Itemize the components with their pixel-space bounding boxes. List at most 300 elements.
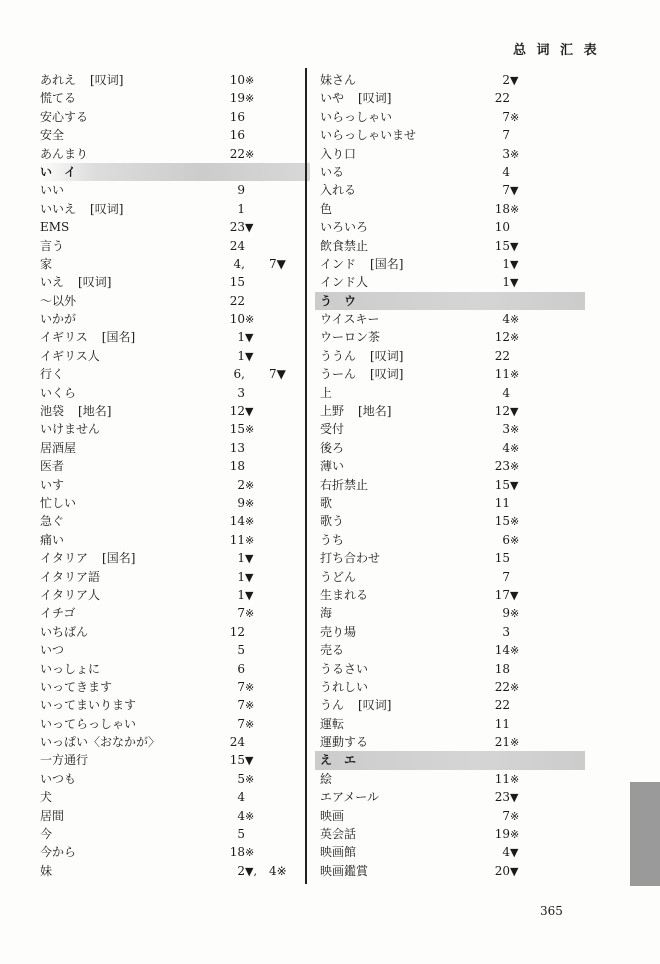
entry-word-text: 今から (40, 845, 77, 860)
vocab-entry (320, 218, 590, 236)
vocab-entry (320, 568, 590, 586)
lesson-number: 4 (502, 164, 510, 179)
entry-lesson-refs (225, 531, 259, 550)
lesson-number: 16 (229, 109, 245, 124)
vocab-entry (320, 273, 590, 291)
entry-word-text: いけません (40, 422, 101, 437)
lesson-number: 7 (502, 109, 510, 124)
entry-word (40, 862, 52, 880)
entry-note: [国名] (101, 330, 136, 345)
entry-word-text: 入れる (320, 183, 357, 198)
entry-lesson-refs (490, 347, 524, 365)
entry-word (320, 328, 380, 346)
section-thumb-tab (630, 782, 660, 886)
entry-word-text: 妹 (40, 863, 53, 878)
entry-word (40, 218, 69, 236)
vocab-entry (40, 310, 310, 328)
entry-word-text: 急ぐ (40, 514, 65, 529)
entry-word (320, 641, 344, 659)
vocab-entry (320, 163, 590, 181)
entry-word-text: 居間 (40, 808, 65, 823)
lesson-number: 11 (494, 716, 510, 731)
lesson-number: 23 (229, 220, 245, 235)
entry-lesson-refs (225, 494, 259, 513)
lesson-marker: ※ (245, 607, 255, 621)
vocab-entry (40, 273, 310, 291)
lesson-number: 12 (229, 404, 245, 419)
lesson-marker: ※ (510, 331, 520, 345)
entry-lesson-refs (225, 715, 259, 734)
entry-lesson-refs (225, 71, 259, 90)
entry-word-text: 医者 (40, 459, 65, 474)
entry-word (40, 604, 76, 622)
lesson-number: 6, (233, 367, 245, 382)
entry-lesson-refs (225, 310, 259, 329)
entry-word (320, 604, 332, 622)
entry-word-text: いえ (40, 275, 65, 290)
vocab-entry (40, 218, 310, 236)
lesson-marker: ▼ (510, 846, 519, 860)
entry-word-text: 打ち合わせ (320, 551, 381, 566)
vocab-entry (320, 347, 590, 365)
lesson-number: 15 (494, 551, 510, 566)
lesson-number: 6 (502, 532, 510, 547)
lesson-marker: ▼ (510, 588, 519, 602)
vocab-entry (320, 531, 590, 549)
lesson-marker: ▼ (245, 570, 254, 584)
entry-word-text: 海 (320, 606, 333, 621)
entry-lesson-refs (490, 807, 524, 826)
entry-lesson-refs (490, 108, 524, 127)
entry-word (320, 255, 403, 273)
vocab-entry (40, 347, 310, 365)
entry-word-text: 一方通行 (40, 753, 89, 768)
entry-word-text: いつ (40, 643, 65, 658)
entry-word-text: 上 (320, 385, 333, 400)
vocab-entry (320, 696, 590, 714)
entry-word-text: いらっしゃいませ (320, 128, 417, 143)
entry-word-text: ～以外 (40, 293, 77, 308)
entry-lesson-refs (490, 660, 524, 678)
lesson-number: 18 (229, 459, 245, 474)
entry-word-text: いらっしゃい (320, 109, 393, 124)
lesson-marker: ※ (245, 147, 255, 161)
entry-word (320, 126, 416, 144)
lesson-number: 10 (229, 312, 245, 327)
lesson-marker: ▼ (510, 239, 519, 253)
entry-lesson-refs (490, 181, 524, 200)
lesson-number: 23 (494, 459, 510, 474)
lesson-number: 7 (237, 716, 245, 731)
entry-word (320, 788, 379, 806)
vocab-entry (320, 108, 590, 126)
entry-word-text: いちばん (40, 624, 89, 639)
entry-word (320, 862, 368, 880)
lesson-marker: ▼ (245, 754, 254, 768)
entry-lesson-refs (225, 825, 259, 843)
entry-word (40, 439, 76, 457)
lesson-marker: ※ (510, 460, 520, 474)
vocab-entry (320, 439, 590, 457)
lesson-number: 5 (237, 827, 245, 842)
entry-word-text: 犬 (40, 790, 53, 805)
lesson-marker: ▼ (245, 552, 254, 566)
vocab-column-left (40, 71, 310, 880)
vocab-entry (40, 328, 310, 346)
lesson-number: 1 (237, 569, 245, 584)
vocab-entry (40, 420, 310, 438)
entry-word-text: いいえ (40, 201, 77, 216)
entry-lesson-refs (225, 807, 259, 826)
entry-word (320, 218, 368, 236)
entry-word (320, 237, 368, 255)
entry-word-text: うるさい (320, 661, 369, 676)
entry-word-text: いくら (40, 385, 77, 400)
entry-lesson-refs (225, 862, 287, 881)
entry-word-text: イタリア (40, 551, 89, 566)
entry-word (320, 347, 403, 365)
entry-lesson-refs (490, 623, 524, 641)
lesson-number: 12 (494, 330, 510, 345)
entry-note: [国名] (102, 551, 136, 566)
lesson-marker: ※ (245, 496, 255, 510)
entry-word (40, 126, 64, 144)
entry-word (40, 715, 136, 733)
vocab-entry (40, 586, 310, 604)
extra-lesson-ref: 7▼ (269, 256, 286, 271)
vocab-entry (320, 512, 590, 530)
entry-lesson-refs (225, 843, 259, 862)
lesson-marker: ▼ (510, 478, 519, 492)
entry-lesson-refs (225, 751, 259, 770)
vocab-entry (40, 678, 310, 696)
lesson-marker: ▼, (245, 864, 257, 878)
entry-word-text: うち (320, 532, 345, 547)
lesson-number: 22 (229, 146, 245, 161)
lesson-number: 1 (237, 330, 245, 345)
vocab-entry (40, 145, 310, 163)
entry-note: [地名] (78, 404, 112, 419)
lesson-number: 12 (229, 624, 245, 639)
lesson-marker: ▼ (510, 405, 519, 419)
entry-word-text: 絵 (320, 771, 333, 786)
vocab-entry (40, 751, 310, 769)
vocab-entry (40, 825, 310, 843)
entry-lesson-refs (490, 843, 524, 862)
entry-word-text: イギリス (40, 330, 88, 345)
lesson-marker: ▼ (245, 331, 254, 345)
lesson-number: 1 (237, 348, 245, 363)
entry-word-text: インド人 (320, 275, 369, 290)
lesson-marker: ※ (245, 515, 255, 529)
entry-lesson-refs (490, 604, 524, 623)
entry-word-text: 飲食禁止 (320, 238, 369, 253)
lesson-number: 15 (229, 753, 245, 768)
entry-note: [叹词] (358, 698, 392, 713)
entry-word (40, 457, 64, 475)
entry-lesson-refs (490, 89, 524, 107)
section-header: い イ (40, 163, 310, 181)
entry-lesson-refs (490, 733, 524, 752)
lesson-number: 21 (494, 735, 510, 750)
lesson-marker: ※ (510, 441, 520, 455)
entry-word-text: 売る (320, 643, 345, 658)
lesson-marker: ※ (510, 644, 520, 658)
entry-lesson-refs (490, 457, 524, 476)
entry-word (320, 163, 344, 181)
page-number: 365 (540, 904, 563, 918)
entry-word (320, 770, 332, 788)
entry-lesson-refs (490, 200, 524, 219)
vocab-entry (320, 71, 590, 89)
entry-word-text: 映画 (320, 808, 345, 823)
lesson-number: 11 (494, 771, 510, 786)
entry-word (320, 476, 368, 494)
entry-word (320, 402, 391, 420)
entry-lesson-refs (225, 365, 286, 383)
entry-word-text: ううん (320, 348, 357, 363)
entry-word (40, 292, 76, 310)
entry-word (40, 807, 64, 825)
entry-word-text: うどん (320, 569, 357, 584)
vocab-entry (40, 696, 310, 714)
entry-lesson-refs (225, 770, 259, 789)
entry-word (40, 310, 76, 328)
entry-lesson-refs (490, 715, 524, 733)
entry-lesson-refs (490, 218, 524, 236)
lesson-marker: ▼ (510, 184, 519, 198)
entry-lesson-refs (225, 586, 259, 605)
entry-word-text: エアメール (320, 790, 380, 805)
lesson-number: 3 (237, 385, 245, 400)
lesson-marker: ※ (510, 809, 520, 823)
entry-lesson-refs (490, 237, 524, 256)
entry-word-text: いつも (40, 771, 77, 786)
lesson-marker: ※ (510, 368, 520, 382)
lesson-marker: ※ (245, 809, 255, 823)
lesson-number: 14 (229, 514, 245, 529)
lesson-number: 19 (494, 827, 510, 842)
lesson-number: 15 (494, 477, 510, 492)
entry-word-text: 言う (40, 238, 65, 253)
lesson-number: 7 (502, 183, 510, 198)
entry-word-text: いい (40, 183, 65, 198)
entry-word (40, 420, 100, 438)
lesson-marker: ※ (245, 717, 255, 731)
lesson-number: 7 (502, 808, 510, 823)
entry-lesson-refs (225, 347, 259, 366)
entry-word-text: EMS (40, 220, 70, 235)
lesson-number: 9 (237, 183, 245, 198)
lesson-number: 18 (494, 661, 510, 676)
entry-note: [地名] (358, 404, 392, 419)
entry-word-text: あれえ (40, 73, 77, 87)
vocab-entry (320, 365, 590, 383)
entry-word (40, 733, 160, 751)
extra-lesson-ref: 7▼ (269, 367, 286, 382)
column-divider (305, 68, 307, 884)
entry-word (320, 310, 380, 328)
entry-word (40, 696, 136, 714)
entry-word (320, 457, 344, 475)
lesson-number: 1 (237, 201, 245, 216)
vocab-entry (40, 733, 310, 751)
vocab-entry (320, 788, 590, 806)
entry-word-text: イタリア語 (40, 569, 101, 584)
lesson-number: 12 (494, 404, 510, 419)
vocab-entry (320, 733, 590, 751)
lesson-number: 1 (502, 256, 510, 271)
entry-lesson-refs (225, 273, 259, 291)
entry-word-text: いっしょに (40, 661, 101, 676)
entry-lesson-refs (490, 549, 524, 567)
entry-word-text: 今 (40, 827, 53, 842)
entry-word-text: 英会話 (320, 827, 357, 842)
entry-word (320, 549, 380, 567)
entry-lesson-refs (490, 770, 524, 789)
entry-lesson-refs (490, 512, 524, 531)
entry-lesson-refs (225, 402, 259, 421)
entry-word (320, 365, 403, 383)
entry-lesson-refs (490, 476, 524, 495)
entry-word (40, 678, 112, 696)
entry-word-text: うーん (320, 367, 357, 382)
entry-word (40, 71, 123, 89)
vocab-column-right (320, 71, 590, 880)
entry-lesson-refs (490, 273, 524, 292)
lesson-number: 4, (233, 256, 245, 271)
vocab-entry (320, 476, 590, 494)
entry-lesson-refs (225, 384, 259, 402)
vocab-entry (320, 825, 590, 843)
entry-word-text: ウイスキー (320, 312, 380, 327)
entry-word (40, 660, 100, 678)
lesson-number: 22 (229, 293, 245, 308)
entry-word-text: いっぱい〈おなかが〉 (40, 735, 161, 750)
entry-word (40, 549, 135, 567)
vocab-entry (320, 623, 590, 641)
vocab-entry (320, 641, 590, 659)
entry-word (320, 715, 344, 733)
lesson-marker: ※ (245, 699, 255, 713)
entry-word (40, 494, 76, 512)
entry-lesson-refs (490, 531, 524, 550)
entry-word-text: うん (320, 698, 345, 713)
entry-word (320, 843, 356, 861)
entry-word (40, 89, 76, 107)
entry-word (40, 402, 111, 420)
entry-lesson-refs (225, 641, 259, 659)
section-header: え エ (315, 751, 585, 769)
entry-word (320, 696, 391, 714)
entry-word-text: 右折禁止 (320, 477, 369, 492)
vocab-entry (320, 457, 590, 475)
entry-word-text: いる (320, 164, 345, 179)
vocab-entry (320, 126, 590, 144)
entry-word-text: いす (40, 477, 65, 492)
entry-word-text: 後ろ (320, 440, 345, 455)
entry-lesson-refs (225, 89, 259, 108)
vocab-entry (40, 641, 310, 659)
entry-note: [叹词] (90, 201, 124, 216)
lesson-number: 2 (237, 863, 245, 878)
lesson-number: 10 (229, 73, 245, 87)
entry-word (320, 420, 344, 438)
lesson-marker: ※ (245, 313, 255, 327)
lesson-marker: ※ (510, 110, 520, 124)
entry-lesson-refs (490, 310, 524, 329)
entry-word-text: 忙しい (40, 495, 77, 510)
entry-word (40, 181, 64, 199)
entry-word (320, 494, 332, 512)
vocab-entry (40, 604, 310, 622)
lesson-marker: ※ (510, 202, 520, 216)
entry-word (40, 531, 64, 549)
entry-word-text: いってらっしゃい (40, 716, 137, 731)
vocab-entry (320, 89, 590, 107)
vocab-entry (40, 843, 310, 861)
entry-word-text: 妹さん (320, 73, 357, 87)
entry-word-text: 映画鑑賞 (320, 863, 369, 878)
entry-word-text: イチゴ (40, 606, 76, 621)
entry-word (40, 365, 64, 383)
entry-lesson-refs (225, 255, 286, 273)
lesson-marker: ※ (245, 680, 255, 694)
lesson-number: 23 (494, 790, 510, 805)
entry-word-text: 入り口 (320, 146, 357, 161)
entry-word (40, 145, 88, 163)
vocab-entry (320, 310, 590, 328)
lesson-number: 3 (502, 146, 510, 161)
entry-lesson-refs (225, 145, 259, 164)
entry-word-text: いってまいります (40, 698, 137, 713)
vocab-entry (40, 770, 310, 788)
entry-word (40, 237, 64, 255)
lesson-number: 17 (494, 587, 510, 602)
entry-lesson-refs (490, 420, 524, 439)
entry-lesson-refs (225, 604, 259, 623)
entry-lesson-refs (490, 788, 524, 807)
entry-lesson-refs (490, 641, 524, 660)
entry-note: [叹词] (370, 367, 404, 382)
entry-word-text: ウーロン茶 (320, 330, 381, 345)
entry-word-text: 歌う (320, 514, 345, 529)
entry-lesson-refs (225, 237, 259, 255)
lesson-marker: ▼ (245, 588, 254, 602)
entry-word (320, 108, 392, 126)
entry-word (320, 660, 368, 678)
lesson-number: 15 (494, 238, 510, 253)
entry-lesson-refs (225, 678, 259, 697)
lesson-number: 14 (494, 643, 510, 658)
entry-lesson-refs (225, 439, 259, 457)
entry-word (40, 825, 52, 843)
lesson-marker: ※ (510, 607, 520, 621)
entry-word (40, 843, 76, 861)
lesson-marker: ※ (245, 74, 255, 87)
entry-word-text: イギリス人 (40, 348, 100, 363)
entry-word (320, 145, 356, 163)
entry-note: [叹词] (358, 91, 392, 106)
lesson-number: 20 (494, 863, 510, 878)
vocab-entry (40, 512, 310, 530)
vocab-entry (40, 807, 310, 825)
vocab-entry (40, 623, 310, 641)
vocab-entry (320, 660, 590, 678)
entry-word-text: 家 (40, 256, 53, 271)
entry-word (320, 181, 356, 199)
entry-word (40, 788, 52, 806)
